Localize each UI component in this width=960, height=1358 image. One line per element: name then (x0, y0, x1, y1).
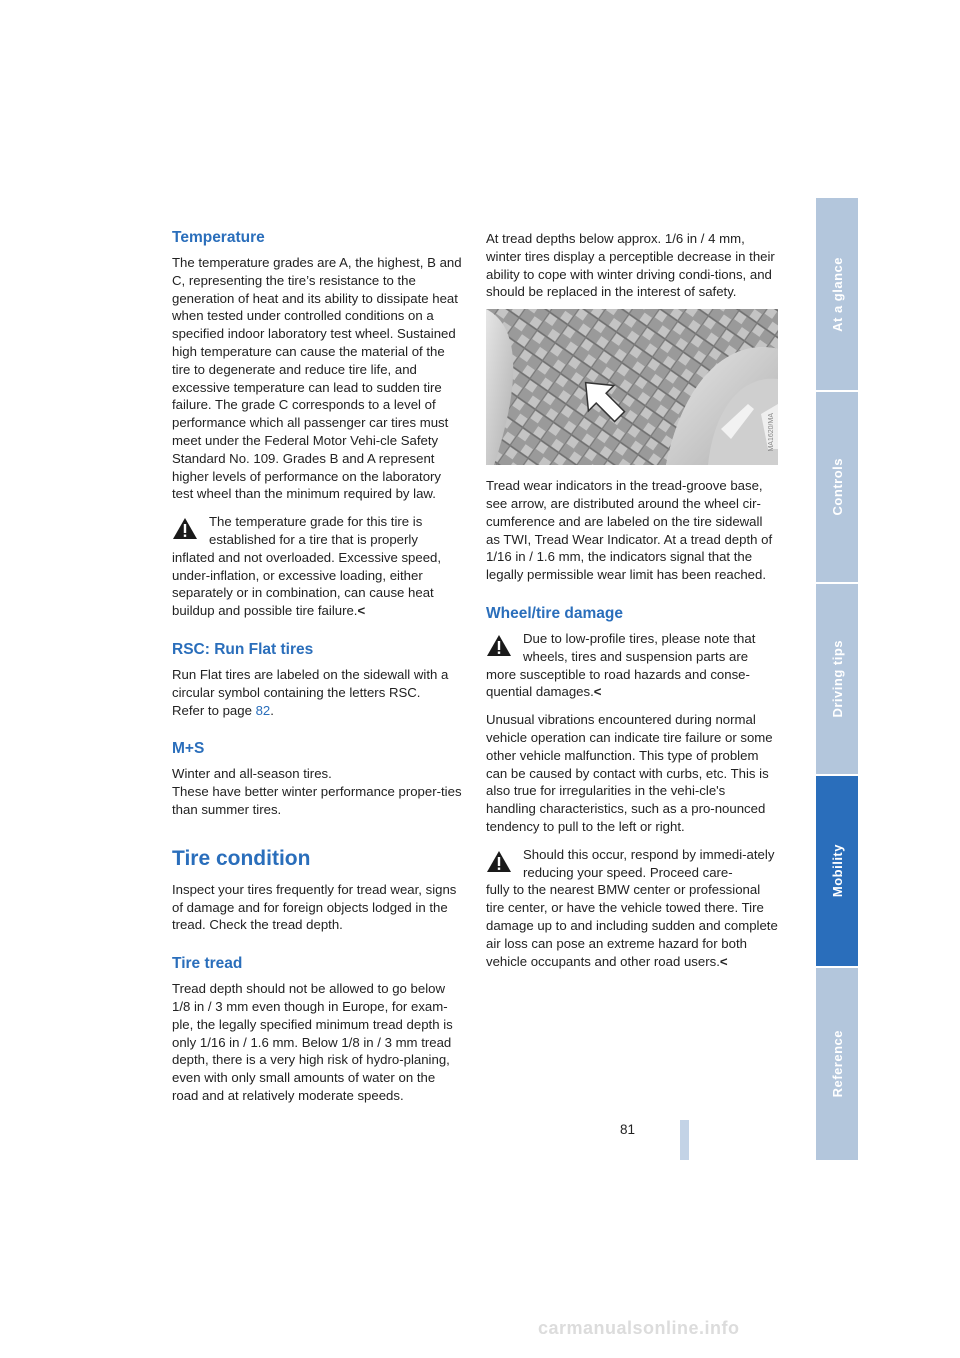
respond-warning-rest: fully to the nearest BMW center or professional tire center, or have the vehicle towed there. Tire damage up to and including sudden and complete air loss can pose an extreme hazard for both vehicle occupants and other road users. (486, 882, 778, 969)
image-code: MA1620/MA (768, 412, 775, 452)
winter-body: At tread depths below approx. 1/6 in / 4 mm, winter tires display a perceptible decrease in their ability to cope with winter driving condi-tions, and should be replaced in the interest of safety. (486, 231, 775, 300)
respond-warning-first: Should this occur, respond by immedi-ately reducing your speed. Proceed care- (523, 846, 775, 880)
tab-label: Reference (829, 1030, 845, 1098)
end-mark: < (357, 603, 366, 619)
warning-icon (172, 517, 198, 540)
rsc-ref-prefix: Refer to page (172, 702, 256, 718)
left-column (172, 228, 464, 1105)
twi-body: Tread wear indicators in the tread-groove base, see arrow, are distributed around the wheel cir-cumference and are labeled on the tire sidewall as TWI, Tread Wear Indicator. At a tread depth of 1/16 in / 1.6 mm, the indicators signal that the legally permissible wear limit has been reached. (486, 478, 773, 583)
page-number: 81 (620, 1122, 636, 1137)
rsc-body-text: Run Flat tires are labeled on the sidewall with a circular symbol containing the letters RSC. (172, 666, 449, 700)
damage-heading: Wheel/tire damage (486, 604, 623, 622)
respond-warning (486, 846, 778, 971)
tab-label: Mobility (829, 844, 845, 898)
right-column (486, 230, 778, 970)
tab-label: Driving tips (829, 640, 845, 718)
watermark: carmanualsonline.info (538, 1318, 740, 1338)
condition-heading: Tire condition (172, 846, 311, 870)
rsc-ref-suffix: . (270, 702, 274, 718)
page-number-bar (680, 1120, 689, 1160)
tab-at-a-glance[interactable] (816, 198, 858, 390)
tread-body: Tread depth should not be allowed to go below 1/8 in / 3 mm even though in Europe, for exam-ple, the legally specified minimum tread depth is only 1/16 in / 1.6 mm. Below 1/8 in / 3 mm tread depth, there is a very high risk of hydro-planing, even with only small amounts of water on the road and at relatively moderate speeds. (172, 981, 453, 1103)
damage-warning-rest: more susceptible to road hazards and conse-quential damages. (486, 666, 750, 700)
tab-mobility[interactable] (816, 776, 858, 966)
tab-label: Controls (829, 458, 845, 516)
rsc-body (172, 666, 464, 719)
warning-icon (486, 850, 512, 873)
tab-controls[interactable] (816, 392, 858, 582)
condition-body: Inspect your tires frequently for tread wear, signs of damage and for foreign objects lodged in the tread. Check the tread depth. (172, 881, 457, 933)
tab-label: At a glance (829, 256, 845, 332)
vibration-body: Unusual vibrations encountered during normal vehicle operation can indicate tire failure or some other vehicle malfunction. This type of problem can be caused by contact with curbs, etc. This is also true for irregularities in the vehi-cle's handling characteristics, such as a pro-nounced tendency to pull to the left or right. (486, 712, 773, 834)
temperature-warning (172, 513, 464, 620)
warning-icon (486, 634, 512, 657)
temperature-warning-rest: inflated and not overloaded. Excessive speed, under-inflation, or excessive loading, either separately or in combination, can cause heat buildup and possible tire failure. (172, 549, 442, 619)
tire-illustration (486, 309, 778, 465)
page-link-82[interactable]: 82 (255, 702, 271, 718)
rsc-heading: RSC: Run Flat tires (172, 640, 314, 658)
end-mark: < (719, 953, 728, 969)
ms-heading: M+S (172, 740, 205, 758)
tab-driving-tips[interactable] (816, 584, 858, 774)
ms-line2: These have better winter performance proper-ties than summer tires. (172, 784, 462, 817)
damage-warning-first: Due to low-profile tires, please note that wheels, tires and suspension parts are (523, 630, 756, 664)
temperature-heading: Temperature (172, 229, 265, 246)
damage-warning (486, 630, 778, 701)
temperature-body: The temperature grades are A, the highest, B and C, representing the tire’s resistance to the generation of heat and its ability to dissipate heat when tested under controlled conditions on a specified indoor laboratory test wheel. Sustained high temperature can cause the material of the tire to degenerate and reduce tire life, and excessive temperature can lead to sudden tire failure. The grade C corresponds to a level of performance which all passenger car tires must meet under the Federal Motor Vehi-cle Safety Standard No. 109. Grades B and A represent higher levels of performance on the laboratory test wheel than the minimum required by law. (172, 255, 462, 502)
ms-line1: Winter and all-season tires. (172, 766, 332, 782)
end-mark: < (593, 684, 602, 700)
tab-reference[interactable] (816, 968, 858, 1160)
tire-tread-image (486, 309, 778, 465)
tread-heading: Tire tread (172, 955, 243, 973)
temperature-warning-first: The temperature grade for this tire is established for a tire that is properly (209, 514, 423, 547)
chapter-sidebar (816, 198, 858, 1160)
